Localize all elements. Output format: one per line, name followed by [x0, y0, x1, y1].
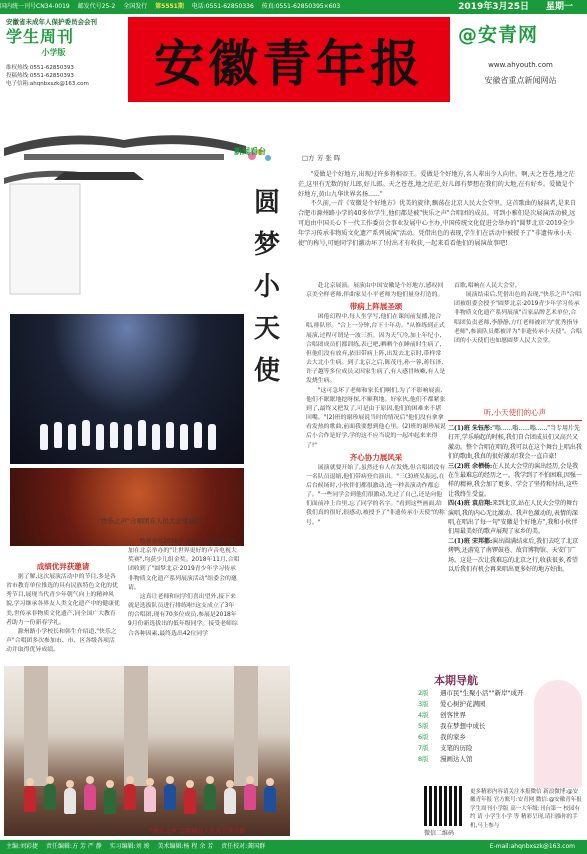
- paragraph: 困倦幻程中,每人坐学写,他们在课间前复播,抢合唱,排队形。"合上一分钟,台下十年功。"从修练到正式展演,过程可谓是一波三折。因为天气冷,加上年纪小,合唱团成员们都训练,表已吧,晒晒个在睡前时生病了,但他们没有放弃,依旧带病上阵,出发去北京时,带样常去大北小生病。到了北京之后,陈茂丹,孙一蓉,蒋钰泽,许子越等多位成员又因家生病了,有人感冒咳嗽,有人是发烧生病。: [306, 314, 446, 385]
- contact-email: 电子信箱:ahqnbxszk@163.com: [6, 81, 89, 87]
- body-column-3: [306, 282, 446, 528]
- byline: □方 芳 张 晖: [302, 154, 341, 162]
- stage-photo-caption: "快乐之声"合唱团在人民大会堂演出: [98, 517, 202, 525]
- paragraph: 赴北京展演。展演由中国安徽是个好地方,感叹回京美全样老师,伴曲家吴小平老师为他们量身打造的。: [306, 283, 444, 299]
- guide-text: 爱心树护花满园: [440, 700, 486, 708]
- qr-section: [416, 786, 584, 836]
- paragraph: 这真让老师和同学们喜出望外,接下来就是选拔队员进行排练啦!这支成立了3年的合唱团,现有70多位成员,参展是2018年9月份新选拔出的低年级同学。接受老师综合各种因素,最终选出42位同学: [128, 593, 238, 637]
- issue-guide: [416, 672, 584, 792]
- newspaper-title: 安徽青年报: [154, 33, 424, 93]
- chief-editor: 主编:刘彩捷: [6, 843, 39, 850]
- voices-heading: 听,小天使们的心声: [448, 406, 582, 421]
- site-logo: [458, 20, 583, 47]
- supplement-name: 学生周刊: [6, 27, 75, 46]
- guide-page: 2版: [418, 689, 429, 697]
- guide-page: 6版: [418, 733, 429, 741]
- issue-number: 第5551期: [155, 3, 184, 10]
- distribution: 全国发行: [123, 3, 148, 10]
- photo-column: [4, 118, 246, 546]
- fax: 传真:0551-62850395×603: [261, 3, 341, 10]
- voice-text: 来到北京,站在人民大会堂的舞台演唱,我的内心无比激动。我声色激动的,表情的深唱,在唱出了每一句"安徽是个好地方",我和小伙伴们用最美好的歌声展现了家乡的美。: [448, 500, 579, 536]
- body-column-1: [6, 560, 120, 655]
- voice-item: [448, 462, 582, 500]
- voice-text: "嗡......嗡......嗡......"当专用片先打开,学乐响起的时候,我们自合团成员们又高兴又激动。整个合唱在唱的,我可以在这个舞台上唱出我们的歌曲,我真的很好激动!我会一直自豪!: [448, 425, 582, 461]
- byline-authors: 方 芳 张 晖: [308, 154, 341, 162]
- section-tag-text: 新闻看台: [234, 147, 266, 156]
- article-title: 圆梦小天使: [253, 188, 280, 386]
- cn-number: 国内统一刊号CN34-0019: [0, 3, 70, 10]
- subhead-teamwork: 齐心协力展风采: [349, 452, 403, 462]
- paragraph: 展演结束后,凭借出色的表现,"快乐之声"合唱团被组委会授予"圆梦北京·2019青少年学习传承非物质文化遗产系列展演"百家品牌艺术单位,合唱团负责老师,李静静,方红老师被评为"优秀指导老师",参演队员都被评为"非遗传承小天使"。合唱团的小天使们也如愿圆梦人民大会堂。: [454, 292, 582, 344]
- voice-item: [448, 537, 582, 575]
- section-tag: [232, 142, 288, 172]
- qr-caption: 微信二维码: [424, 830, 455, 837]
- duty-editor: 责任编辑:方 芳 严 静: [45, 843, 102, 850]
- paragraph: "这可急坏了老师和家长们啊们,为了不影响展演,他们不眠眠地挖呀探,不顺利地。好家伙,他们不都紧张到了,最终又把发了,可是由于原因,他们的困难来不堪回嘴。"(2)班的谢珍展说当时的情况后"他们没有拿拿看发热的歌曲,前面我要想到他心里。(2)班的谢珍展说后小合作是好学,学的这不应当说的一起冲起来来得了!": [306, 387, 446, 449]
- guide-title: 本期导航: [434, 674, 478, 687]
- rights-hotline: 维权热线:0551-62850393: [6, 65, 74, 71]
- issue-date: 2019年3月25日: [458, 2, 529, 12]
- intern-editor: 实习编辑:刘 竣: [109, 843, 150, 850]
- intro-summary: 不久前,一首《安徽是个好地方》优美的旋律,飘荡在北京人民大会堂里。这首歌曲的展演者,是来自合肥市滁州路小学的40多位学生,他们都是被"快乐之声"合唱团的成员。可到小雅们是次展演活动被,远可追由中国关心下一代工作委员会事业发展中心主办,中国传统文化促进会举办的"圆梦北京·2019全少年学习传承非物质文化遗产系列展演"活动。凭借出色的表现,学生们在活动中被授予了"非遗传承小天使"的称号,可她同学们激动坏了!付出才有收获,一起来看看他们的展演故事吧!: [298, 200, 577, 247]
- art-editor: 美术编辑:杨 程 余 芳: [157, 843, 214, 850]
- weekday: 星期一: [545, 2, 573, 12]
- guide-page: 7版: [418, 744, 429, 752]
- voice-label: 三(2)班 余栖杨:: [448, 462, 493, 470]
- voice-text: 演出圆满结束后,我们去吃了北京烤鸭,还游览了南锣鼓巷、故宫博物馆、天安门广场。这是一次让我难忘的北京之行,收获很多,希望以后我们有机会再来唱出更多好的地方好曲。: [448, 537, 579, 574]
- group-photo: [4, 666, 290, 836]
- paragraph: 首歌,唱响在人民大会堂。: [454, 283, 521, 289]
- voice-label: 二(1)班 宋邦都:: [448, 537, 493, 545]
- phone: 电话:0551-62850336: [191, 3, 254, 10]
- guide-text: 创客世界: [440, 711, 466, 719]
- guide-page: 5版: [418, 722, 429, 730]
- footer-email[interactable]: E-mail:ahqnbxszk@163.com: [489, 843, 575, 850]
- architecture-illustration: [4, 118, 246, 318]
- masthead-right: [458, 20, 583, 110]
- stage-photo-1: [10, 314, 244, 464]
- voices-box: [448, 406, 582, 575]
- body-column-4: [454, 282, 582, 346]
- paragraph: 特别是在2016年,2017年连续两年参加在北京举办的"让世界更好的声音电视大奖赛",均获少儿组金奖。2018年11月,合唱团收到了"圆梦北京·2019青少年学习传承非物质文化遗产系列展演活动"组委会的邀请。: [128, 539, 240, 591]
- guide-page: 3版: [418, 700, 429, 708]
- footer-bar: [0, 840, 587, 854]
- masthead-left: [6, 18, 124, 114]
- voice-text: 在人民大会堂的演出经历,会是我在生最难忘的经历之一。我学到了不怕困难,因强一样的精神,我会加了更多、学会了坚持和付出,这些让我终生受益。: [448, 462, 582, 498]
- sponsor-org: 安徽省未成年人保护委员会会刊: [6, 18, 97, 26]
- guide-text: 漫画达人馆: [440, 755, 473, 763]
- qr-description: 更多精彩内容请关注本报微信 新浪微博:@安徽青年报 官方账号:安青网 微信:@安徽青年报学生周刊小学版 高一大年级:刊台第一 校园有约 请 小学生小学 等 精彩呈现,请扫描你的手机,马上参与: [470, 789, 582, 829]
- subhead-rehearsal: 带病上阵展圣颂: [349, 302, 403, 312]
- intro-lyrics: "爱做是个好地方,出现过许多将相帝王。爱做是个好地方,名人辈出令人向往。啊,天之苍苍,地之茫茫,这里有无数的好儿郎,好儿郎。天之苍苍,地之茫茫,好儿郎有梦想在我们的大地,在有好乡。爱做是个好地方,黄山九华世界名扬......": [298, 171, 575, 198]
- proofreader: 责任校对:龚国群: [221, 843, 266, 850]
- newspaper-masthead: [128, 17, 450, 102]
- guide-text: 我在梦想中成长: [440, 722, 486, 730]
- guide-text: 我的家乡: [440, 733, 466, 741]
- voice-label: 四(4)班 袁启翔:: [448, 500, 493, 508]
- voice-label: 二(1)班 朱钰彤:: [448, 425, 493, 432]
- submission-hotline: 投稿热线:0551-62850393: [6, 73, 74, 79]
- paragraph: 据了解,这次展演活动中的节目,多是各省市教育单位推选的具有民族特色文化的优秀节目,展现当代青少年朝气向上的精神风貌,学习继承各界友人类文化遗产中的健康优美,世传承非物质文化遗产,同全国广大教育者助力一份新春学礼。: [6, 574, 120, 626]
- guide-text: 支笔的历险: [440, 744, 473, 752]
- site-logo-text: @安青网: [458, 24, 539, 46]
- subhead-invitation: 成绩优异获邀请: [36, 562, 90, 571]
- qr-code-icon[interactable]: [424, 786, 464, 826]
- article-intro: [298, 170, 580, 248]
- guide-text: 遇市民"生聚小活""新岸"成开: [440, 689, 524, 697]
- stage-photo-2: [10, 468, 244, 546]
- paragraph: 滁州路小学校长和韩生介绍道,"快乐之声"合唱团多次参加市、市、区各级各项活动并取得优异成绩。: [6, 628, 117, 654]
- guide-page: 8版: [418, 755, 429, 763]
- paragraph: 展演就要开始了,虽然还有人在发烧,但合唱团没有一名队员退缩,他们带病登台演出。"三(3)班吴振远,在后台候场时,小伙伴们都很激动,连一秒表演动作都忘了。"一些同学会到他们很激动,先过了自己,还是向他们面前冲上台里,忘了同学的名字。"看到这些画面,给我们真的很好,很感动,被授予了"非遗传承小天使"的称号。": [306, 464, 446, 526]
- site-url[interactable]: www.ahyouth.com: [488, 61, 553, 69]
- top-info-bar: [0, 0, 587, 14]
- voice-item: [448, 424, 582, 462]
- group-photo-caption: "快乐之声"合唱团在人民大会堂合影: [150, 828, 246, 835]
- voice-item: [448, 499, 582, 537]
- girl-illustration: [534, 680, 582, 788]
- guide-page: 4版: [418, 711, 429, 719]
- body-column-2: [128, 538, 240, 639]
- postal-code: 邮发代号25-2: [77, 3, 116, 10]
- site-tagline: 安徽省重点新闻网站: [484, 76, 557, 85]
- edition-label: 小学版: [41, 48, 66, 57]
